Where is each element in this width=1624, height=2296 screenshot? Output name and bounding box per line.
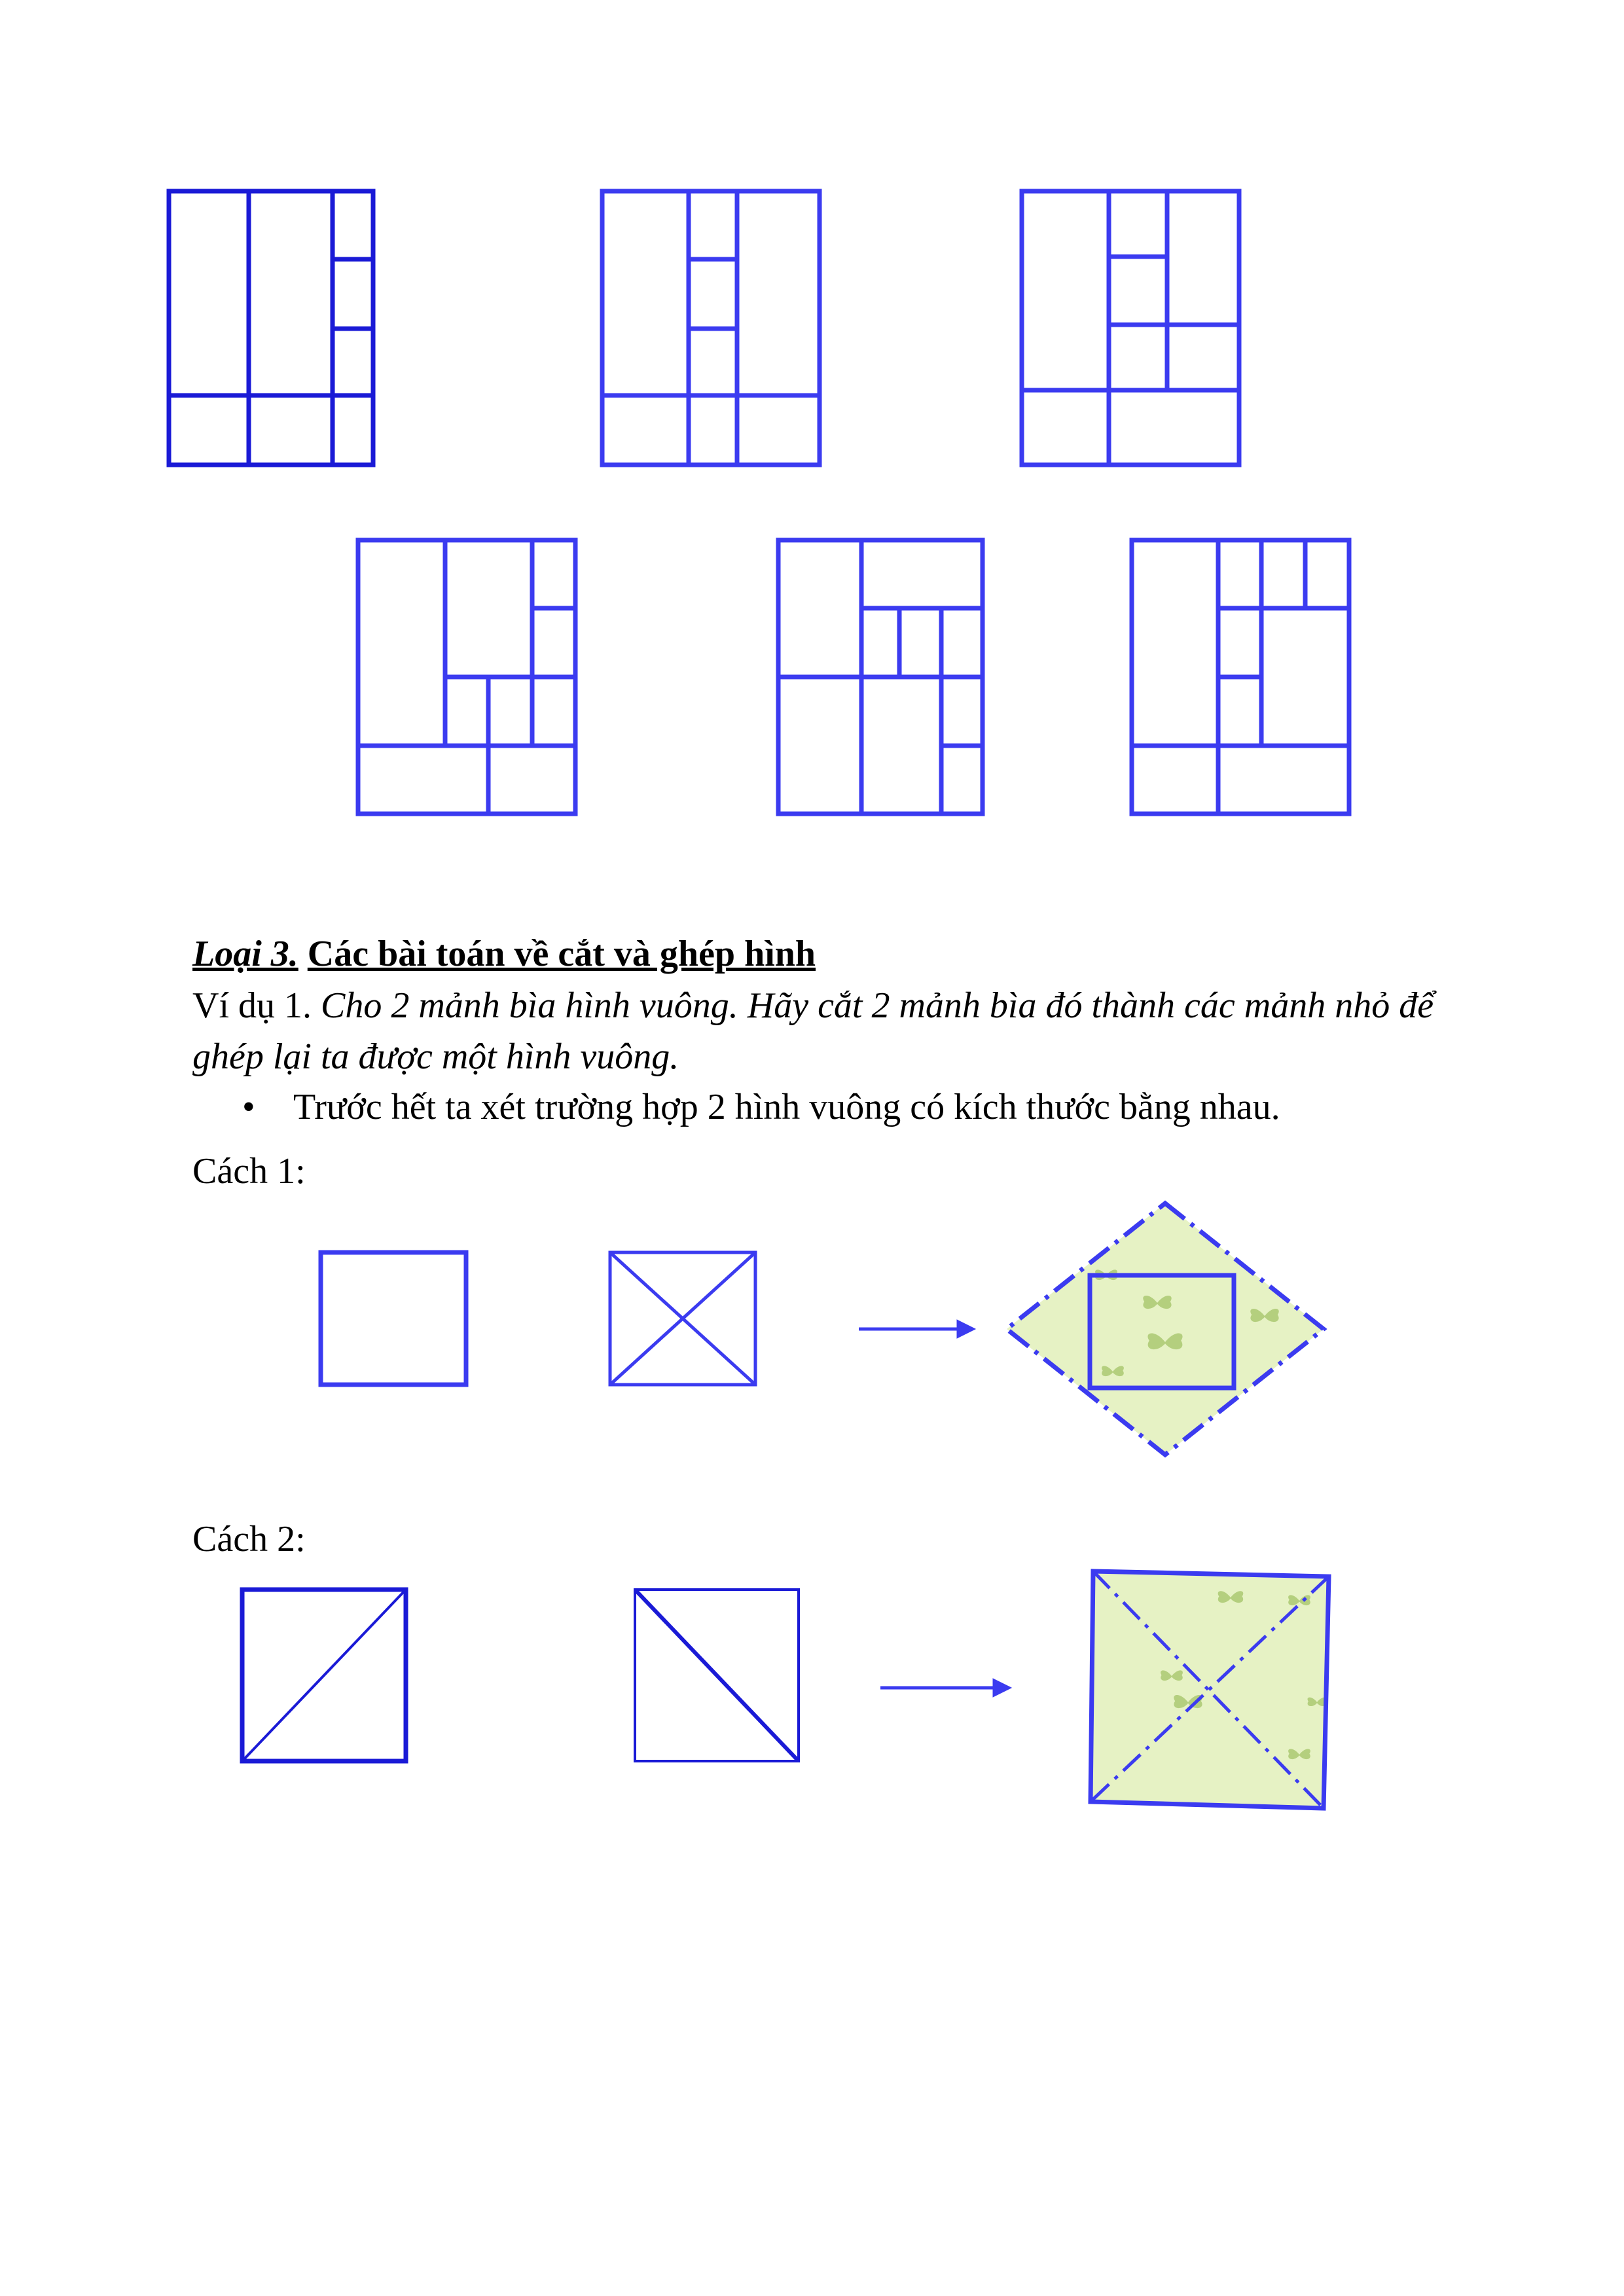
m1-square-diagonals — [610, 1252, 755, 1385]
method-1-label: Cách 1: — [192, 1151, 306, 1192]
m1-square — [321, 1252, 466, 1385]
section-label: Loại 3. — [192, 934, 298, 974]
bullet-text: Trước hết ta xét trường hợp 2 hình vuông có kích thước bằng nhau. — [293, 1087, 1280, 1127]
example-prefix: Ví dụ 1. — [192, 985, 312, 1026]
rectangle-partitions-figure — [0, 0, 1624, 851]
butterfly-icon — [1095, 1269, 1279, 1376]
right-arrow-icon — [880, 1679, 1011, 1697]
bullet-item — [242, 1082, 255, 1133]
m2-square-diagonal-a — [242, 1590, 406, 1761]
partition-rect-1 — [169, 191, 373, 465]
example-line-1 — [192, 980, 1434, 1031]
m1-result-diamond — [1007, 1203, 1324, 1455]
method-2-label: Cách 2: — [192, 1519, 306, 1559]
section-title: Các bài toán về cắt và ghép hình — [307, 934, 816, 974]
right-arrow-icon — [859, 1320, 975, 1338]
example-line-2: ghép lại ta được một hình vuông. — [192, 1036, 679, 1077]
partition-rect-4 — [358, 540, 575, 814]
m2-result-square — [1091, 1571, 1329, 1808]
section-heading — [192, 928, 816, 979]
bullet-icon: • — [242, 1087, 255, 1127]
partition-rect-3 — [1022, 191, 1239, 465]
butterfly-icon — [1161, 1591, 1326, 1759]
partition-rect-5 — [778, 540, 983, 814]
partition-rect-6 — [1132, 540, 1349, 814]
m2-square-diagonal-b — [635, 1590, 799, 1761]
example-text-1: Cho 2 mảnh bìa hình vuông. Hãy cắt 2 mảnh bìa đó thành các mảnh nhỏ để — [321, 985, 1434, 1026]
partition-rect-2 — [602, 191, 820, 465]
